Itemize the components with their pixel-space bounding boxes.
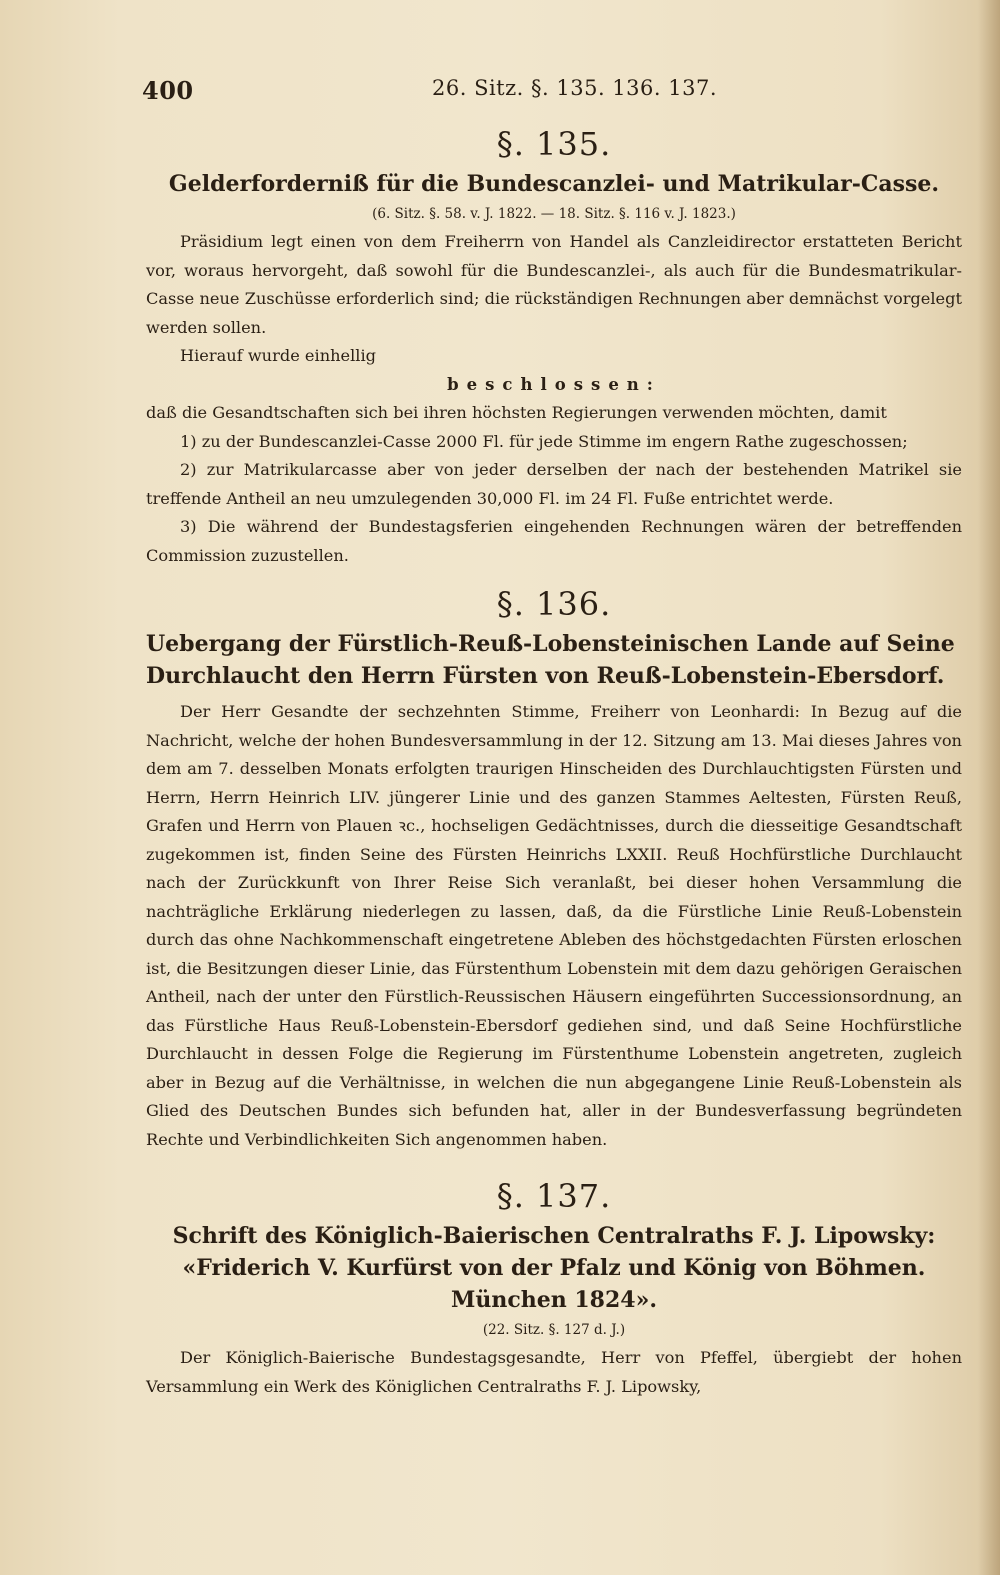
spacer (146, 1154, 962, 1170)
section-135-heading: §. 135. (496, 125, 612, 163)
spacer (146, 570, 962, 578)
resolution-intro: daß die Gesandtschaften sich bei ihren höchsten Regierungen verwenden möchten, damit (146, 403, 887, 422)
running-head (142, 76, 962, 106)
section-136-title: Uebergang der Fürstlich-Reuß-Lobensteinischen Lande auf Seine Durchlaucht den Herrn Fürsten von Reuß-Lobenstein-Ebersdorf. (146, 631, 955, 689)
section-136-heading: §. 136. (496, 585, 612, 623)
section-137-reference: (22. Sitz. §. 127 d. J.) (482, 1322, 626, 1338)
running-title: 26. Sitz. §. 135. 136. 137. (432, 76, 718, 100)
section-135-title: Gelderforderniß für die Bundescanzlei- und Matrikular-Casse. (168, 171, 940, 197)
section-135-paragraph: Präsidium legt einen von dem Freiherrn von Handel als Canzleidirector erstatteten Bericht vor, woraus hervorgeht, daß sowohl für die Bundescanzlei-, als auch für die Bundesmatrikular-Casse neue Zuschüsse erforderlich sind; die rückständigen Rechnungen aber demnächst vorgelegt werden sollen. (146, 232, 962, 337)
resolution-item: 1) zu der Bundescanzlei-Casse 2000 Fl. für jede Stimme im engern Rathe zugeschossen; (180, 431, 908, 451)
section-135-reference: (6. Sitz. §. 58. v. J. 1822. — 18. Sitz. §. 116 v. J. 1823.) (372, 206, 736, 222)
section-137-heading: §. 137. (496, 1177, 612, 1215)
section-136-paragraph: Der Herr Gesandte der sechzehnten Stimme, Freiherr von Leonhardi: In Bezug auf die Nachricht, welche der hohen Bundesversammlung in der 12. Sitzung am 13. Mai dieses Jahres von dem am 7. desselben Monats erfolgten traurigen Hinscheiden des Durchlauchtigsten Fürsten und Herrn, Herrn Heinrich LIV. jüngerer Linie und des ganzen Stammes Aeltesten, Fürsten Reuß, Grafen und Herrn von Plauen ꝛc., hochseligen Gedächtnisses, durch die diesseitige Gesandtschaft zugekommen ist, finden Seine des Fürsten Heinrichs LXXII. Reuß Hochfürstliche Durchlaucht nach der Zurückkunft von Ihrer Reise Sich veranlaßt, bei dieser hohen Versammlung die nachträgliche Erklärung niederlegen zu lassen, daß, da die Fürstliche Linie Reuß-Lobenstein durch das ohne Nachkommenschaft eingetretene Ableben des höchstgedachten Fürsten erloschen ist, die Besitzungen dieser Linie, das Fürstenthum Lobenstein mit dem dazu gehörigen Geraischen Antheil, nach der unter den Fürstlich-Reussischen Häusern eingeführten Successionsordnung, an das Fürstliche Haus Reuß-Lobenstein-Ebersdorf gediehen sind, und daß Seine Hochfürstliche Durchlaucht in dessen Folge die Regierung im Fürstenthume Lobenstein angetreten, zugleich aber in Bezug auf die Verhältnisse, in welchen die nun abgegangene Linie Reuß-Lobenstein als Glied des Deutschen Bundes sich befunden hat, aller in der Bundesverfassung begründeten Rechte und Verbindlichkeiten Sich angenommen haben. (146, 702, 962, 1149)
resolution-item: 3) Die während der Bundestagsferien eingehenden Rechnungen wären der betreffenden Commission zuzustellen. (146, 517, 962, 565)
section-137-paragraph: Der Königlich-Baierische Bundestagsgesandte, Herr von Pfeffel, übergiebt der hohen Versammlung ein Werk des Königlichen Centralraths F. J. Lipowsky, (146, 1348, 962, 1396)
resolution-word: beschlossen: (447, 374, 661, 394)
page-content (146, 118, 962, 1401)
section-137-title: Schrift des Königlich-Baierischen Centralraths F. J. Lipowsky: «Friderich V. Kurfürst von der Pfalz und König von Böhmen. München 1824». (172, 1223, 936, 1313)
page-edge-shadow (978, 0, 1000, 1575)
page-number: 400 (142, 76, 194, 105)
section-135-paragraph: Hierauf wurde einhellig (180, 346, 377, 365)
resolution-item: 2) zur Matrikularcasse aber von jeder derselben der nach der bestehenden Matrikel sie treffende Antheil an neu umzulegenden 30,000 Fl. im 24 Fl. Fuße entrichtet werde. (146, 460, 962, 508)
